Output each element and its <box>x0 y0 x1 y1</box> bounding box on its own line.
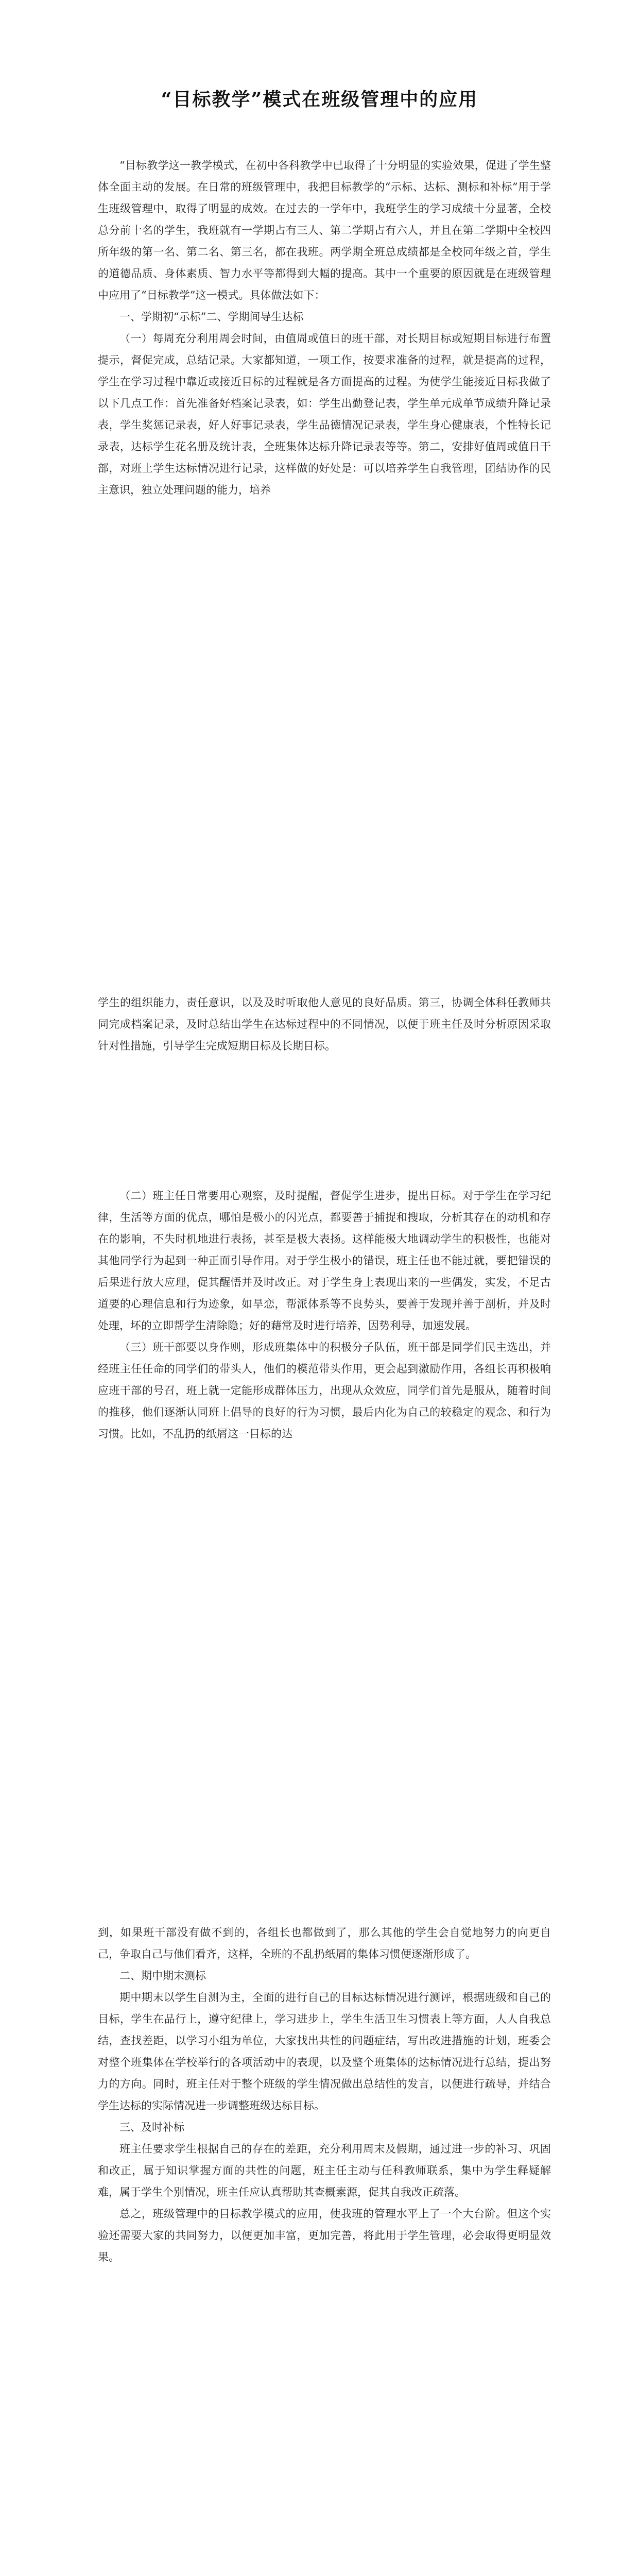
paragraph-item-1-continued: 学生的组织能力，责任意识，以及及时听取他人意见的良好品质。第三，协调全体科任教师共同完成档案记录，及时总结出学生在达标过程中的不同情况，以便于班主任及时分析原因采取针对性措施，引导学生完成短期目标及长期目标。 <box>98 996 551 1052</box>
paragraph-item-3-continued: 到，如果班干部没有做不到的，各组长也都做到了，那么其他的学生会自觉地努力的向更自己，争取自己与他们看齐，这样，全班的不乱扔纸屑的集体习惯便逐渐形成了。 <box>98 1926 551 1960</box>
paragraph-remedial: 班主任要求学生根据自己的存在的差距，充分利用周末及假期，通过进一步的补习、巩固和改正，属于知识掌握方面的共性的问题，班主任主动与任科教师联系，集中为学生释疑解难，属于学生个别情况，班主任应认真帮助其查概素源，促其自我改正疏落。 <box>98 2143 551 2198</box>
body-section-1 <box>98 155 551 501</box>
body-section-2 <box>98 992 551 1057</box>
document-title: “目标教学”模式在班级管理中的应用 <box>161 89 478 110</box>
paragraph-conclusion: 总之，班级管理中的目标教学模式的应用，使我班的管理水平上了一个大台阶。但这个实验还需要大家的共同努力，以便更加丰富，更加完善，将此用于学生管理，必会取得更明显效果。 <box>98 2208 551 2263</box>
paragraph-item-3: （三）班干部要以身作则，形成班集体中的积极分子队伍，班干部是同学们民主选出，并经班主任任命的同学们的带头人，他们的模范带头作用，更会起到激励作用，各组长再积极响应班干部的号召，班上就一定能形成群体压力，出现从众效应，同学们首先是服从，随着时间的推移，他们逐渐认同班上倡导的良好的行为习惯，最后内化为自己的较稳定的观念、和行为习惯。比如，不乱扔的纸屑这一目标的达 <box>98 1341 551 1440</box>
paragraph-item-1: （一）每周充分利用周会时间，由值周或值日的班干部，对长期目标或短期目标进行布置提示，督促完成，总结记录。大家都知道，一项工作，按要求准备的过程，就是提高的过程，学生在学习过程中靠近或接近目标的过程就是各方面提高的过程。为使学生能接近目标我做了以下几点工作：首先准备好档案记录表，如：学生出勤登记表，学生单元成单节成绩升降记录表，学生奖惩记录表，好人好事记录表，学生品德情况记录表，学生身心健康表，个性特长记录表，达标学生花名册及统计表，全班集体达标升降记录表等等。第二，安排好值周或值日干部，对班上学生达标情况进行记录，这样做的好处是：可以培养学生自我管理，团结协作的民主意识，独立处理问题的能力，培养 <box>98 332 551 496</box>
paragraph-midterm: 期中期末以学生自测为主，全面的进行自己的目标达标情况进行测评，根据班级和自己的目标，学生在品行上，遵守纪律上，学习进步上，学生生活卫生习惯表上等方面，人人自我总结，查找差距，以学习小组为单位，大家找出共性的问题症结，写出改进措施的计划，班委会对整个班集体在学校举行的各项活动中的表现，以及整个班集体的达标情况进行总结，提出努力的方向。同时，班主任对于整个班级的学生情况做出总结性的发言，以便进行疏导，并结合学生达标的实际情况进一步调整班级达标目标。 <box>98 1991 551 2112</box>
body-section-4 <box>98 1922 551 2268</box>
body-section-3 <box>98 1185 551 1445</box>
section-heading-2: 二、期中期末测标 <box>119 1970 206 1982</box>
section-heading-3: 三、及时补标 <box>119 2121 184 2133</box>
paragraph-intro: “目标教学这一教学模式，在初中各科教学中已取得了十分明显的实验效果，促进了学生整体全面主动的发展。在日常的班级管理中，我把目标教学的“示标、达标、测标和补标”用于学生班级管理中，取得了明显的成效。在过去的一学年中，我班学生的学习成绩十分显著，全校总分前十名的学生，我班就有一学期占有三人、第二学期占有六人，并且在第二学期中全校四所年级的第一名、第二名、第三名，都在我班。两学期全班总成绩都是全校同年级之首，学生的道德品质、身体素质、智力水平等都得到大幅的提高。其中一个重要的原因就是在班级管理中应用了“目标教学”这一模式。具体做法如下： <box>98 159 551 301</box>
paragraph-item-2: （二）班主任日常要用心观察，及时提醒，督促学生进步，提出目标。对于学生在学习纪律，生活等方面的优点，哪怕是极小的闪光点，都要善于捕捉和搜取，分析其存在的动机和存在的影响，不失时机地进行表扬，甚至是极大表扬。这样能极大地调动学生的积极性，也能对其他同学行为起到一种正面引导作用。对于学生极小的错误，班主任也不能过就，要把错误的后果进行放大应理，促其醒悟并及时改正。对于学生身上表现出来的一些偶发，实发，不足古道要的心理信息和行为迹象，如旱恋，帮派体系等不良势头，要善于发现并善于剖析，并及时处理，坏的立即帮学生清除隐；好的藉常及时进行培养，因势利导，加速发展。 <box>98 1190 551 1332</box>
section-heading-1-2: 一、学期初“示标”二、学期间导生达标 <box>119 311 304 323</box>
